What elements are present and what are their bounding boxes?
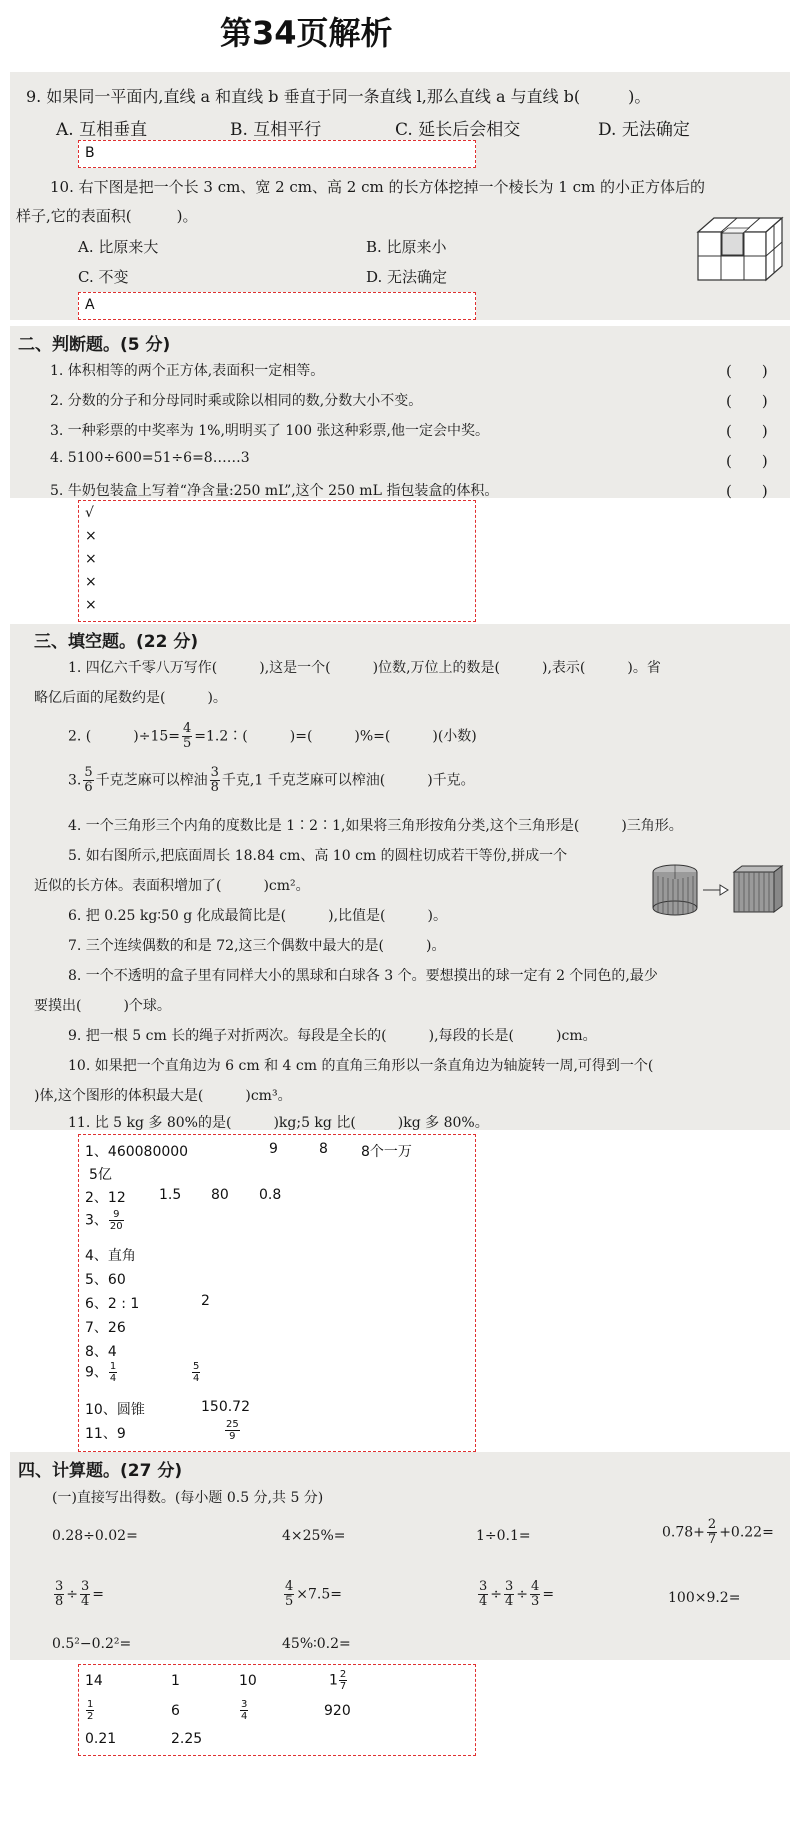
- fraction-numerator: 3: [210, 765, 219, 780]
- fraction-denominator: 7: [339, 1681, 347, 1692]
- fraction-denominator: 4: [505, 1594, 514, 1609]
- fill-answer-6-a: 6、2 : 1: [85, 1296, 140, 1312]
- fraction-denominator: 4: [81, 1594, 90, 1609]
- answer-label: 9、: [85, 1364, 108, 1381]
- q10-line1: 10. 右下图是把一个长 3 cm、宽 2 cm、高 2 cm 的长方体挖掉一个棱长为 1 cm 的小正方体后的: [50, 178, 705, 196]
- judge-item-2: 2. 分数的分子和分母同时乘或除以相同的数,分数大小不变。: [50, 393, 423, 409]
- q10-answer: A: [85, 297, 95, 313]
- fill-q10-line1: 10. 如果把一个直角边为 6 cm 和 4 cm 的直角三角形以一条直角边为轴旋转一周,可得到一个(: [68, 1058, 654, 1074]
- fill-answer-4: 4、直角: [85, 1248, 136, 1264]
- calc-6-fraction: [284, 1580, 294, 1609]
- calc-answer-4: [329, 1669, 348, 1692]
- answer-label: 3、: [85, 1212, 108, 1229]
- fill-answer-7: 7、26: [85, 1320, 126, 1336]
- judge-answer-3: ×: [85, 551, 97, 567]
- fill-answer-1-d: 8个一万: [361, 1144, 412, 1160]
- fraction-numerator: 9: [109, 1209, 124, 1221]
- answer-whole: 1: [329, 1672, 338, 1689]
- fill-q4: 4. 一个三角形三个内角的度数比是 1∶2∶1,如果将三角形按角分类,这个三角形是( )三角形。: [68, 818, 683, 834]
- fraction-numerator: 5: [84, 765, 93, 780]
- fraction-denominator: 5: [285, 1594, 294, 1609]
- calc-6-rest: ×7.5=: [296, 1586, 343, 1603]
- fill-answer-11-b: [224, 1419, 241, 1442]
- fill-answer-6-b: 2: [201, 1293, 210, 1309]
- fill-q3-num: 3.: [68, 772, 82, 789]
- fill-q2: [68, 722, 477, 751]
- fraction-numerator: 3: [81, 1579, 90, 1594]
- calc-3: 1÷0.1=: [476, 1528, 531, 1544]
- section3-heading: 三、填空题。(22 分): [34, 632, 199, 652]
- fraction-denominator: 4: [109, 1373, 117, 1384]
- fill-answer-9: [85, 1361, 118, 1384]
- equals-sign: =: [542, 1586, 555, 1603]
- fraction-numerator: 1: [109, 1361, 117, 1372]
- calc-answer-5-fraction: [86, 1699, 94, 1722]
- fraction-numerator: 2: [707, 1517, 717, 1532]
- calc-4-part2: +0.22=: [719, 1524, 774, 1541]
- calc-6: [282, 1580, 342, 1609]
- calc-answer-box: [78, 1664, 476, 1756]
- judge-item-1: 1. 体积相等的两个正方体,表面积一定相等。: [50, 363, 325, 379]
- fraction-denominator: 4: [479, 1594, 488, 1609]
- judge-paren-1: ( ): [726, 362, 768, 380]
- fill-answer-2-c: 80: [211, 1187, 229, 1203]
- fraction-denominator: 5: [183, 736, 192, 751]
- calc-answer-4-fraction: [339, 1669, 347, 1692]
- calc-answer-8: 920: [324, 1703, 351, 1719]
- fill-answer-11-fraction: [225, 1419, 240, 1442]
- fill-answer-2-d: 0.8: [259, 1187, 282, 1203]
- judge-answer-4: ×: [85, 574, 97, 590]
- fraction-denominator: 8: [55, 1594, 64, 1609]
- fill-answer-9-b: [191, 1361, 201, 1384]
- fill-q3-fraction-2: [210, 766, 220, 795]
- judge-paren-2: ( ): [726, 392, 768, 410]
- fill-q8-line1: 8. 一个不透明的盒子里有同样大小的黑球和白球各 3 个。要想摸出的球一定有 2 个同色的,最少: [68, 968, 658, 984]
- calc-4-fraction: [707, 1518, 717, 1547]
- q10-option-c: C. 不变: [78, 268, 129, 286]
- fraction-numerator: 5: [193, 1361, 200, 1372]
- calc-1: 0.28÷0.02=: [52, 1528, 138, 1544]
- calc-7: [476, 1580, 554, 1609]
- fill-q2-part1: 2. ( )÷15=: [68, 728, 181, 745]
- calc-10: 45%∶0.2=: [282, 1636, 351, 1652]
- fill-q1-line1: 1. 四亿六千零八万写作( ),这是一个( )位数,万位上的数是( ),表示( )。省: [68, 660, 661, 676]
- equals-sign: =: [92, 1586, 105, 1603]
- fill-q2-part2: =1.2∶( )=( )%=( )(小数): [194, 728, 477, 745]
- fraction-numerator: 4: [531, 1579, 540, 1594]
- calc-answer-10: 2.25: [171, 1731, 203, 1747]
- fill-answer-9-fraction-2: [192, 1361, 200, 1384]
- fraction-numerator: 3: [55, 1579, 64, 1594]
- judge-item-5: 5. 牛奶包装盒上写着“净含量:250 mL”,这个 250 mL 指包装盒的体积。: [50, 483, 499, 499]
- judge-paren-5: ( ): [726, 482, 768, 500]
- fill-answer-2-a: 2、12: [85, 1190, 126, 1206]
- q9-option-a: A. 互相垂直: [56, 120, 148, 140]
- fill-answer-9-fraction-1: [109, 1361, 117, 1384]
- q10-answer-box: [78, 292, 476, 320]
- fill-q9: 9. 把一根 5 cm 长的绳子对折两次。每段是全长的( ),每段的长是( )cm。: [68, 1028, 597, 1044]
- fraction-denominator: 4: [241, 1711, 248, 1722]
- q9-option-d: D. 无法确定: [598, 120, 690, 140]
- calc-2: 4×25%=: [282, 1528, 346, 1544]
- fill-q7: 7. 三个连续偶数的和是 72,这三个偶数中最大的是( )。: [68, 938, 446, 954]
- q10-option-b: B. 比原来小: [366, 238, 447, 256]
- judge-answer-1: √: [85, 505, 94, 521]
- calc-answer-7-fraction: [240, 1699, 248, 1722]
- fill-answer-5: 5、60: [85, 1272, 126, 1288]
- fill-answer-1-e: 5亿: [89, 1167, 112, 1183]
- page-title: 第34页解析: [220, 14, 393, 52]
- fraction-denominator: 6: [84, 780, 93, 795]
- fill-answer-1-b: 9: [269, 1141, 278, 1157]
- calc-4-part1: 0.78+: [662, 1524, 705, 1541]
- fill-q8-line2: 要摸出( )个球。: [34, 998, 171, 1014]
- cuboid-figure: [694, 212, 786, 284]
- calc-7-fraction-3: [530, 1580, 540, 1609]
- fill-q5-line2: 近似的长方体。表面积增加了( )cm²。: [34, 878, 310, 894]
- fill-q3-part2: 千克,1 千克芝麻可以榨油( )千克。: [221, 772, 475, 789]
- fill-q1-line2: 略亿后面的尾数约是( )。: [34, 690, 227, 706]
- fraction-numerator: 3: [241, 1699, 248, 1710]
- scan-block-calc: [10, 1452, 790, 1660]
- divide-sign: ÷: [66, 1586, 79, 1603]
- fill-answer-10-b: 150.72: [201, 1399, 250, 1415]
- fill-q3: [68, 766, 475, 795]
- fill-q10-line2: )体,这个图形的体积最大是( )cm³。: [34, 1088, 292, 1104]
- q9-option-b: B. 互相平行: [230, 120, 322, 140]
- q10-option-a: A. 比原来大: [78, 238, 159, 256]
- section4-subheading: (一)直接写出得数。(每小题 0.5 分,共 5 分): [52, 1490, 324, 1506]
- fraction-numerator: 25: [226, 1419, 239, 1430]
- judge-item-4: 4. 5100÷600=51÷6=8……3: [50, 450, 250, 466]
- fill-q6: 6. 把 0.25 kg∶50 g 化成最简比是( ),比值是( )。: [68, 908, 447, 924]
- calc-answer-3: 10: [239, 1673, 257, 1689]
- fill-q2-fraction: [182, 722, 192, 751]
- q9-answer-box: [78, 140, 476, 168]
- fill-answer-8: 8、4: [85, 1344, 117, 1360]
- calc-5: [52, 1580, 104, 1609]
- fraction-numerator: 2: [339, 1669, 347, 1680]
- fraction-denominator: 3: [531, 1594, 540, 1609]
- calc-5-fraction-1: [54, 1580, 64, 1609]
- fill-answer-box: [78, 1134, 476, 1452]
- judge-paren-4: ( ): [726, 452, 768, 470]
- fill-answer-2-b: 1.5: [159, 1187, 182, 1203]
- fraction-numerator: 4: [285, 1579, 294, 1594]
- q10-line2: 样子,它的表面积( )。: [16, 207, 198, 225]
- q9-option-c: C. 延长后会相交: [395, 120, 521, 140]
- calc-8: 100×9.2=: [668, 1590, 741, 1606]
- fraction-numerator: 1: [87, 1699, 94, 1710]
- fraction-numerator: 3: [479, 1579, 488, 1594]
- q9-answer: B: [85, 145, 95, 161]
- fraction-denominator: 9: [229, 1431, 236, 1442]
- section4-heading: 四、计算题。(27 分): [18, 1461, 183, 1481]
- fill-answer-11-a: 11、9: [85, 1426, 126, 1442]
- fraction-denominator: 2: [87, 1711, 94, 1722]
- q9-text: 9. 如果同一平面内,直线 a 和直线 b 垂直于同一条直线 l,那么直线 a 与直线 b( )。: [26, 87, 651, 106]
- judge-paren-3: ( ): [726, 422, 768, 440]
- q10-option-d: D. 无法确定: [366, 268, 448, 286]
- fill-answer-10-a: 10、圆锥: [85, 1402, 145, 1418]
- fraction-numerator: 3: [505, 1579, 514, 1594]
- fraction-denominator: 4: [193, 1373, 200, 1384]
- calc-4: [662, 1518, 774, 1547]
- judge-answer-5: ×: [85, 597, 97, 613]
- fraction-denominator: 7: [707, 1532, 717, 1547]
- calc-9: 0.5²−0.2²=: [52, 1636, 132, 1652]
- divide-sign: ÷: [516, 1586, 529, 1603]
- judge-answer-2: ×: [85, 528, 97, 544]
- judge-answer-box: [78, 500, 476, 622]
- calc-answer-5: [85, 1699, 95, 1722]
- fill-q3-fraction-1: [83, 766, 93, 795]
- calc-answer-6: 6: [171, 1703, 180, 1719]
- fill-answer-1-c: 8: [319, 1141, 328, 1157]
- section2-heading: 二、判断题。(5 分): [18, 335, 171, 355]
- calc-answer-2: 1: [171, 1673, 180, 1689]
- fill-q5-line1: 5. 如右图所示,把底面周长 18.84 cm、高 10 cm 的圆柱切成若干等份,拼成一个: [68, 848, 568, 864]
- fill-answer-3-fraction: [109, 1209, 124, 1232]
- calc-5-fraction-2: [80, 1580, 90, 1609]
- fill-answer-1-a: 1、460080000: [85, 1144, 189, 1160]
- calc-answer-9: 0.21: [85, 1731, 117, 1747]
- calc-7-fraction-2: [504, 1580, 514, 1609]
- fill-q3-part1: 千克芝麻可以榨油: [95, 772, 208, 789]
- divide-sign: ÷: [490, 1586, 503, 1603]
- cylinder-cut-figure: [650, 862, 784, 918]
- fraction-denominator: 20: [109, 1221, 123, 1232]
- fraction-denominator: 8: [210, 780, 219, 795]
- calc-7-fraction-1: [478, 1580, 488, 1609]
- calc-answer-1: 14: [85, 1673, 103, 1689]
- fraction-numerator: 4: [183, 721, 192, 736]
- fill-q11: 11. 比 5 kg 多 80%的是( )kg;5 kg 比( )kg 多 80%。: [68, 1115, 489, 1131]
- fill-answer-3: [85, 1209, 125, 1232]
- judge-item-3: 3. 一种彩票的中奖率为 1%,明明买了 100 张这种彩票,他一定会中奖。: [50, 423, 489, 439]
- calc-answer-7: [239, 1699, 249, 1722]
